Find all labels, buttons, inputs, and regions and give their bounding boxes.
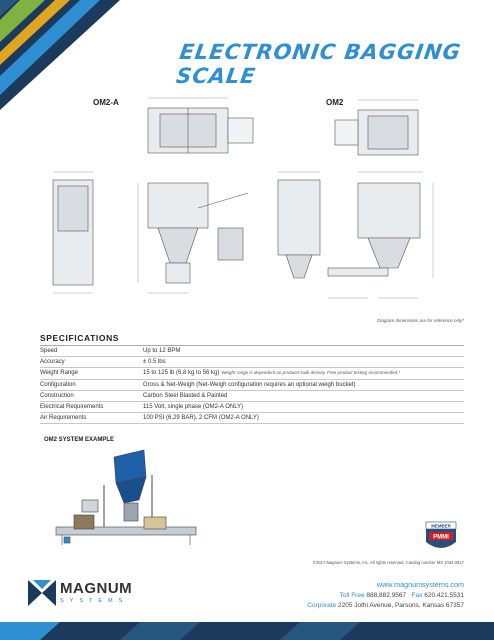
badge-member-text: MEMBER <box>431 523 451 529</box>
system-example-image <box>44 445 214 555</box>
brand-subtitle: SYSTEMS <box>60 598 129 604</box>
fax-label: Fax <box>411 592 423 599</box>
phone-line <box>224 592 464 599</box>
bottom-decorative-bar <box>0 622 494 640</box>
website-link[interactable]: www.magnumsystems.com <box>376 580 464 589</box>
spec-value-cell <box>143 390 464 401</box>
fax-number: 620.421.5531 <box>424 592 464 599</box>
brand-name: MAGNUM <box>60 580 133 597</box>
spec-value-cell <box>143 357 464 368</box>
spec-value-cell <box>143 346 464 357</box>
spec-value-cell <box>143 401 464 412</box>
page-title: ELECTRONIC BAGGING SCALE <box>174 40 463 88</box>
specifications-heading: SPECIFICATIONS <box>40 333 120 343</box>
spec-label: Accuracy <box>40 359 65 366</box>
toll-free-number: 888.882.9567 <box>366 592 407 599</box>
spec-value-cell <box>143 368 464 379</box>
pmmi-member-badge <box>424 520 458 554</box>
spec-value: 15 to 125 lb (6.8 kg to 56 kg) <box>143 370 220 377</box>
spec-row <box>40 357 464 368</box>
spec-row <box>40 390 464 401</box>
spec-note: Weight range is dependent on products bulk density. Free product testing recommended.* <box>221 370 401 376</box>
specifications-table <box>40 345 464 424</box>
spec-label: Weight Range <box>40 370 78 377</box>
label-om2a: OM2-A <box>93 98 119 107</box>
spec-row <box>40 401 464 412</box>
spec-row <box>40 346 464 357</box>
badge-pmmi-text: PMMI <box>433 534 449 541</box>
toll-free-label: Toll Free <box>339 592 365 599</box>
spec-value: 115 Volt, single phase (OM2-A ONLY) <box>143 404 244 411</box>
address-line <box>224 602 464 609</box>
spec-value-cell <box>143 413 464 424</box>
magnum-logo-icon <box>28 580 56 606</box>
spec-value: ± 0.5 lbs <box>143 359 166 366</box>
example-heading: OM2 SYSTEM EXAMPLE <box>44 437 115 443</box>
copyright: ©2017 Magnum Systems, Inc. All rights reserved. Catalog number MS 1034 0817 <box>312 560 464 565</box>
spec-value: 100 PSI (6.29 BAR), 2 CFM (OM2-A ONLY) <box>143 415 259 422</box>
spec-value: Up to 12 BPM <box>143 348 181 355</box>
spec-label: Construction <box>40 392 74 399</box>
spec-label: Electrical Requirements <box>40 404 104 411</box>
spec-value-cell <box>143 379 464 390</box>
corporate-label: Corporate <box>307 602 337 609</box>
spec-row <box>40 379 464 390</box>
spec-value: Carbon Steel Blasted & Painted <box>143 392 228 399</box>
spec-label: Air Requirements <box>40 415 87 422</box>
label-om2: OM2 <box>326 98 344 107</box>
spec-label: Speed <box>40 348 58 355</box>
spec-label: Configuration <box>40 381 76 388</box>
spec-value: Gross & Net-Weigh (Net-Weigh configuration requires an optional weigh bucket) <box>143 381 356 388</box>
diagram-note: Diagram dimensions are for reference only* <box>377 318 464 323</box>
spec-row <box>40 368 464 379</box>
spec-row <box>40 413 464 424</box>
technical-drawings <box>28 88 468 318</box>
corporate-address: 2205 Jothi Avenue, Parsons, Kansas 67357 <box>337 602 464 609</box>
